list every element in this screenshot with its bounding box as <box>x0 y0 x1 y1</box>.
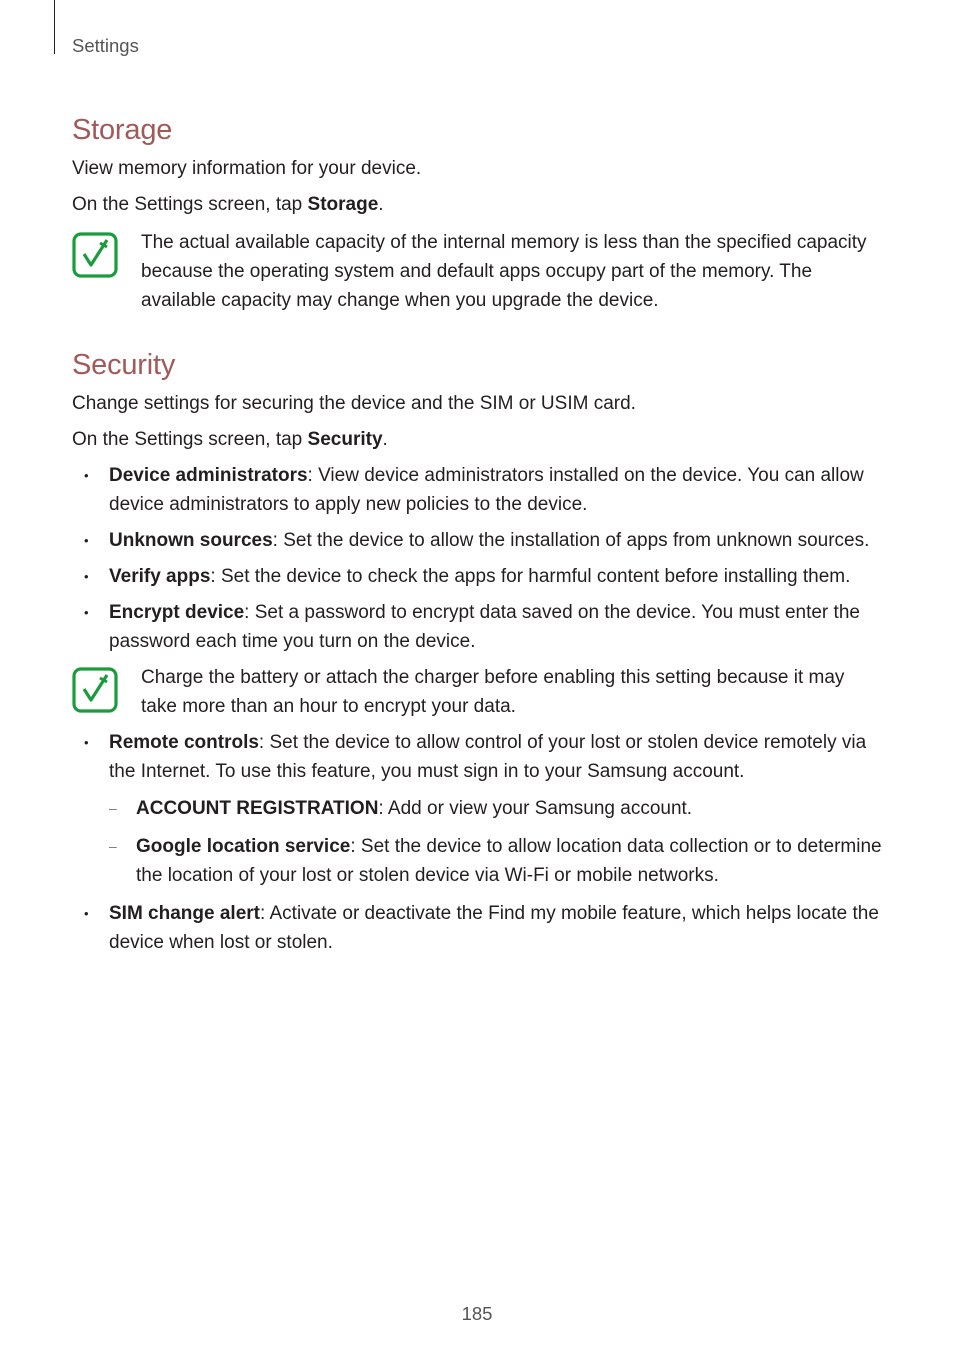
note-pencil-icon <box>72 667 118 713</box>
remote-controls-sublist <box>109 794 882 890</box>
item-desc: : Set a password to encrypt data saved on the device. You must enter the password each time you turn on the device. <box>109 602 860 652</box>
tap-target: Storage <box>307 194 379 215</box>
item-desc: : Set the device to allow location data collection or to determine the location of your lost or stolen device via Wi-Fi or mobile networks. <box>136 836 882 886</box>
item-term: Encrypt device <box>109 602 245 623</box>
security-intro: Change settings for securing the device and the SIM or USIM card. <box>72 393 636 414</box>
list-item <box>72 728 882 890</box>
bullet-icon: • <box>84 468 89 483</box>
note-pencil-icon <box>72 232 118 278</box>
storage-note <box>72 228 882 315</box>
list-item <box>72 562 882 591</box>
dash-icon: – <box>109 800 117 816</box>
sub-list-item <box>109 832 882 890</box>
storage-tap-instruction <box>72 190 882 219</box>
item-term: ACCOUNT REGISTRATION <box>136 798 379 819</box>
bullet-icon: • <box>84 906 89 921</box>
security-tap-instruction <box>72 425 882 454</box>
running-header: Settings <box>72 35 139 56</box>
storage-intro: View memory information for your device. <box>72 158 422 179</box>
item-term: Verify apps <box>109 566 211 587</box>
item-term: Unknown sources <box>109 530 273 551</box>
encrypt-note-text: Charge the battery or attach the charger before enabling this setting because it may take more than an hour to encrypt your data. <box>141 667 845 717</box>
list-item <box>72 899 882 957</box>
tap-prefix: On the Settings screen, tap <box>72 194 308 215</box>
tap-target: Security <box>307 429 383 450</box>
list-item <box>72 598 882 656</box>
bullet-icon: • <box>84 735 89 750</box>
item-desc: : View device administrators installed on the device. You can allow device administrators to apply new policies to the device. <box>109 465 864 515</box>
security-options-list-continued <box>72 728 882 957</box>
bullet-icon: • <box>84 569 89 584</box>
item-term: Google location service <box>136 836 351 857</box>
tap-suffix: . <box>382 429 388 450</box>
security-heading: Security <box>72 349 176 381</box>
page-content <box>72 110 882 964</box>
item-desc: : Set the device to allow the installation of apps from unknown sources. <box>272 530 870 551</box>
item-term: Device administrators <box>109 465 308 486</box>
page-number: 185 <box>461 1303 493 1324</box>
list-item <box>72 526 882 555</box>
list-item <box>72 461 882 519</box>
encrypt-note <box>72 663 882 721</box>
bullet-icon: • <box>84 533 89 548</box>
item-term: Remote controls <box>109 732 259 753</box>
storage-heading: Storage <box>72 114 173 146</box>
item-term: SIM change alert <box>109 903 260 924</box>
tap-suffix: . <box>378 194 384 215</box>
dash-icon: – <box>109 838 117 854</box>
item-desc: : Add or view your Samsung account. <box>378 798 693 819</box>
item-desc: : Activate or deactivate the Find my mobile feature, which helps locate the device when lost or stolen. <box>109 903 879 953</box>
security-options-list <box>72 461 882 656</box>
header-rule <box>54 0 55 54</box>
bullet-icon: • <box>84 605 89 620</box>
sub-list-item <box>109 794 882 823</box>
tap-prefix: On the Settings screen, tap <box>72 429 308 450</box>
item-desc: : Set the device to allow control of your lost or stolen device remotely via the Internet. To use this feature, you must sign in to your Samsung account. <box>109 732 867 782</box>
item-desc: : Set the device to check the apps for harmful content before installing them. <box>210 566 851 587</box>
storage-note-text: The actual available capacity of the internal memory is less than the specified capacity because the operating system and default apps occupy part of the memory. The available capacity may change when you upgrade the device. <box>141 232 867 311</box>
